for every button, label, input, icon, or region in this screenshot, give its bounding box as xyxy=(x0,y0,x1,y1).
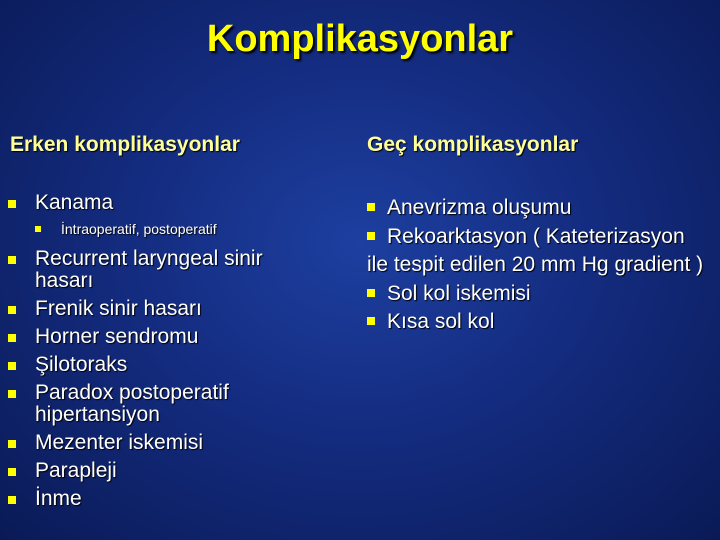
square-bullet-icon xyxy=(8,256,16,264)
list-item xyxy=(8,460,308,482)
list-item xyxy=(8,326,308,348)
square-bullet-icon xyxy=(8,390,16,398)
square-bullet-icon xyxy=(367,232,375,240)
list-item-label: İnme xyxy=(35,487,82,510)
square-bullet-icon xyxy=(8,334,16,342)
list-item xyxy=(8,248,308,292)
sub-list-item xyxy=(8,220,308,238)
list-item-label: Mezenter iskemisi xyxy=(35,431,204,454)
list-item-label: Paradox postoperatif hipertansiyon xyxy=(35,381,229,426)
list-item-label: Kısa sol kol xyxy=(387,310,495,333)
list-item-label: Şilotoraks xyxy=(35,353,128,376)
list-item-continuation: Kateterizasyon ile tespit edilen 20 mm Hg gradient ) xyxy=(367,224,704,276)
list-item xyxy=(8,432,308,454)
late-complications-heading: Geç komplikasyonlar xyxy=(367,133,579,156)
list-item-label: Anevrizma oluşumu xyxy=(387,196,572,219)
list-item xyxy=(8,354,308,376)
square-bullet-icon xyxy=(8,362,16,370)
early-complications-heading: Erken komplikasyonlar xyxy=(10,133,240,156)
list-item-label: Sol kol iskemisi xyxy=(387,281,531,305)
list-item-label: Frenik sinir hasarı xyxy=(35,297,202,320)
square-bullet-icon xyxy=(8,468,16,476)
list-item xyxy=(8,382,308,426)
early-complications-list xyxy=(8,192,308,516)
list-item-label: Rekoarktasyon ( xyxy=(387,224,540,248)
square-bullet-icon xyxy=(35,226,41,232)
square-bullet-icon xyxy=(8,496,16,504)
list-item-label: Parapleji xyxy=(35,459,117,482)
list-item-label: Recurrent laryngeal sinir hasarı xyxy=(35,247,263,292)
list-item-bleeding xyxy=(8,192,308,214)
square-bullet-icon xyxy=(367,203,375,211)
list-item-label: Kanama xyxy=(35,191,114,214)
list-item xyxy=(8,488,308,510)
square-bullet-icon xyxy=(8,306,16,314)
square-bullet-icon xyxy=(8,440,16,448)
square-bullet-icon xyxy=(367,317,375,325)
list-item xyxy=(8,298,308,320)
list-item-label: Horner sendromu xyxy=(35,325,199,348)
square-bullet-icon xyxy=(367,289,375,297)
slide-title: Komplikasyonlar xyxy=(206,18,514,60)
sub-item-label: İntraoperatif, postoperatif xyxy=(61,221,217,237)
square-bullet-icon xyxy=(8,200,16,208)
late-complications-list xyxy=(367,194,707,337)
